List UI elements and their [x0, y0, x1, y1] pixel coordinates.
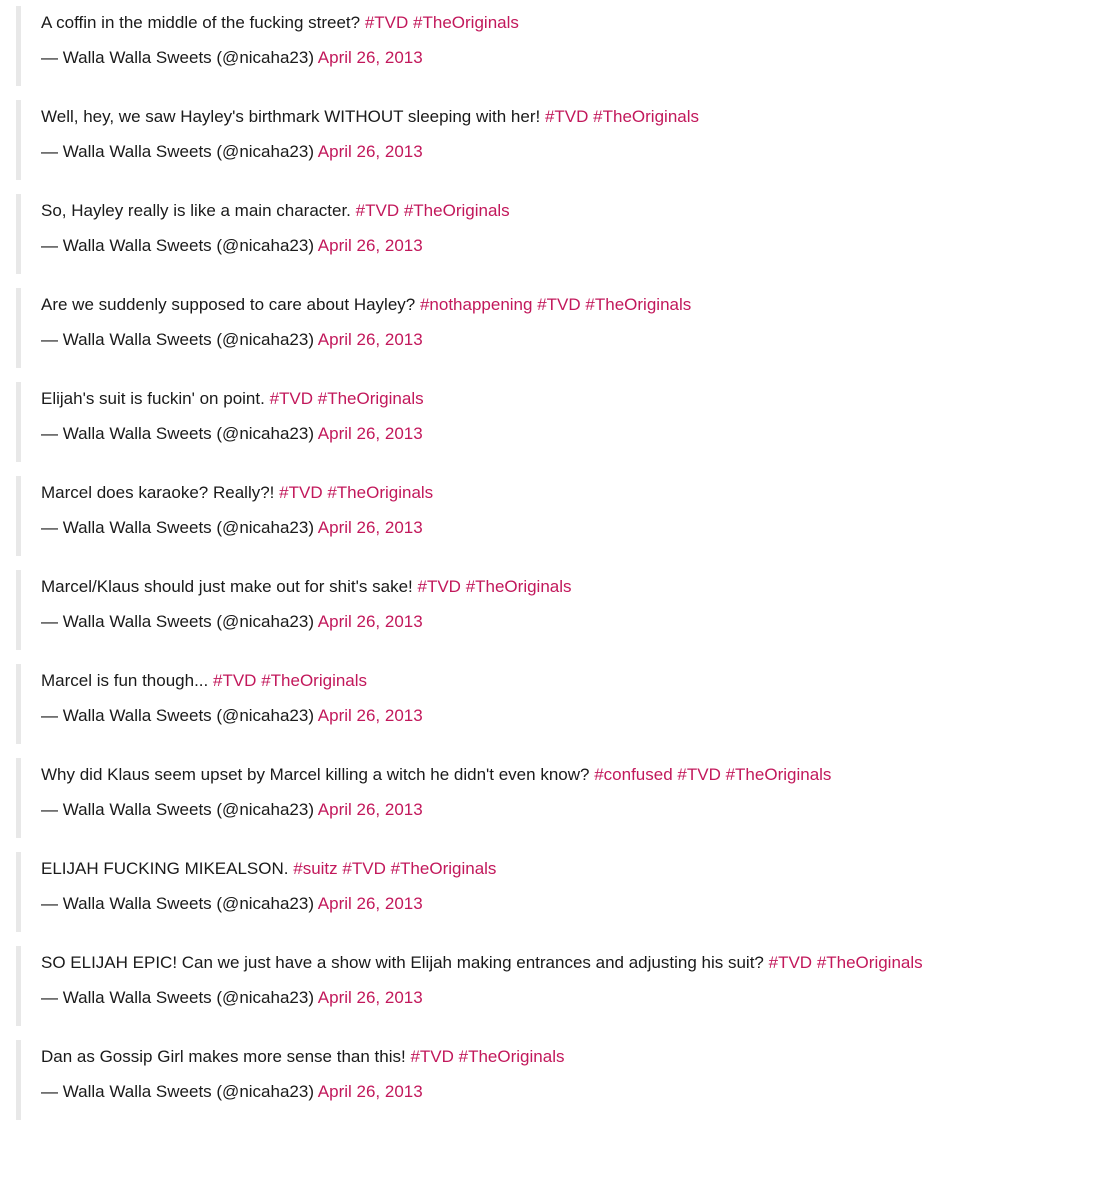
tweet-author: — Walla Walla Sweets (@nicaha23) [41, 48, 314, 67]
tweet-date-link[interactable]: April 26, 2013 [317, 1082, 423, 1101]
hashtag-link[interactable]: #TVD [355, 201, 400, 220]
tweet-author: — Walla Walla Sweets (@nicaha23) [41, 236, 314, 255]
tweet-hashtags [270, 389, 424, 408]
tweet-meta [41, 987, 1111, 1009]
tweet-hashtags [420, 295, 691, 314]
tweet-date-link[interactable]: April 26, 2013 [317, 894, 423, 913]
tweet-body: Marcel does karaoke? Really?! [41, 483, 275, 502]
hashtag-link[interactable]: #TVD [544, 107, 589, 126]
embedded-tweet [16, 570, 1111, 650]
tweet-body: SO ELIJAH EPIC! Can we just have a show with Elijah making entrances and adjusting his suit? [41, 953, 764, 972]
tweet-body: Marcel is fun though... [41, 671, 209, 690]
tweet-meta [41, 1081, 1111, 1103]
tweet-body: Marcel/Klaus should just make out for shit's sake! [41, 577, 413, 596]
hashtag-link[interactable]: #TVD [417, 577, 461, 596]
tweet-date-link[interactable]: April 26, 2013 [317, 518, 423, 537]
tweet-meta [41, 141, 1111, 163]
tweet-body: Elijah's suit is fuckin' on point. [41, 389, 265, 408]
tweet-author: — Walla Walla Sweets (@nicaha23) [41, 142, 314, 161]
tweet-date-link[interactable]: April 26, 2013 [317, 988, 423, 1007]
tweet-text [41, 476, 1111, 504]
hashtag-link[interactable]: #nothappening [419, 295, 533, 314]
tweet-date-link[interactable]: April 26, 2013 [317, 706, 423, 725]
tweet-author: — Walla Walla Sweets (@nicaha23) [41, 612, 314, 631]
hashtag-link[interactable]: #TVD [342, 859, 386, 878]
tweet-text [41, 852, 1111, 880]
tweet-date-link[interactable]: April 26, 2013 [317, 142, 423, 161]
tweet-text [41, 758, 1111, 786]
hashtag-link[interactable]: #TVD [677, 765, 721, 784]
tweet-hashtags [293, 859, 496, 878]
hashtag-link[interactable]: #TheOriginals [593, 107, 699, 126]
tweet-date-link[interactable]: April 26, 2013 [317, 236, 423, 255]
tweet-body: Well, hey, we saw Hayley's birthmark WITHOUT sleeping with her! [41, 107, 541, 126]
tweet-date-link[interactable]: April 26, 2013 [317, 612, 423, 631]
tweet-date-link[interactable]: April 26, 2013 [317, 424, 423, 443]
tweet-body: A coffin in the middle of the fucking street? [41, 13, 361, 32]
hashtag-link[interactable]: #TVD [768, 953, 813, 972]
embedded-tweet [16, 288, 1111, 368]
hashtag-link[interactable]: #TheOriginals [458, 1047, 565, 1066]
tweet-body: Why did Klaus seem upset by Marcel killing a witch he didn't even know? [41, 765, 590, 784]
tweet-author: — Walla Walla Sweets (@nicaha23) [41, 518, 314, 537]
hashtag-link[interactable]: #TheOriginals [390, 859, 497, 878]
tweet-hashtags [279, 483, 433, 502]
tweet-author: — Walla Walla Sweets (@nicaha23) [41, 800, 314, 819]
embedded-tweet [16, 476, 1111, 556]
hashtag-link[interactable]: #TVD [364, 13, 409, 32]
tweet-date-link[interactable]: April 26, 2013 [317, 800, 423, 819]
tweet-text [41, 946, 1111, 974]
tweet-meta [41, 799, 1111, 821]
tweet-hashtags [594, 765, 831, 784]
tweet-meta [41, 611, 1111, 633]
tweet-text [41, 382, 1111, 410]
tweet-hashtags [365, 13, 519, 32]
embedded-tweet [16, 758, 1111, 838]
embedded-tweet [16, 100, 1111, 180]
hashtag-link[interactable]: #TheOriginals [413, 13, 519, 32]
tweet-author: — Walla Walla Sweets (@nicaha23) [41, 706, 314, 725]
hashtag-link[interactable]: #TheOriginals [725, 765, 832, 784]
tweet-date-link[interactable]: April 26, 2013 [317, 330, 423, 349]
tweet-body: Are we suddenly supposed to care about Hayley? [41, 295, 416, 314]
embedded-tweet [16, 946, 1111, 1026]
hashtag-link[interactable]: #confused [594, 765, 673, 784]
hashtag-link[interactable]: #TheOriginals [465, 577, 572, 596]
tweet-date-link[interactable]: April 26, 2013 [317, 48, 423, 67]
tweet-meta [41, 705, 1111, 727]
embedded-tweet [16, 1040, 1111, 1120]
tweet-author: — Walla Walla Sweets (@nicaha23) [41, 330, 314, 349]
hashtag-link[interactable]: #TVD [279, 483, 323, 502]
hashtag-link[interactable]: #TheOriginals [585, 295, 692, 314]
tweet-hashtags [410, 1047, 564, 1066]
tweet-meta [41, 893, 1111, 915]
embedded-tweet [16, 6, 1111, 86]
hashtag-link[interactable]: #suitz [293, 859, 338, 878]
hashtag-link[interactable]: #TVD [213, 671, 257, 690]
tweet-feed [0, 6, 1111, 1120]
tweet-body: So, Hayley really is like a main character. [41, 201, 351, 220]
hashtag-link[interactable]: #TheOriginals [261, 671, 368, 690]
tweet-text [41, 1040, 1111, 1068]
tweet-body: Dan as Gossip Girl makes more sense than this! [41, 1047, 406, 1066]
hashtag-link[interactable]: #TheOriginals [403, 201, 510, 220]
embedded-tweet [16, 382, 1111, 462]
tweet-author: — Walla Walla Sweets (@nicaha23) [41, 988, 314, 1007]
embedded-tweet [16, 852, 1111, 932]
tweet-body: ELIJAH FUCKING MIKEALSON. [41, 859, 289, 878]
tweet-meta [41, 235, 1111, 257]
tweet-hashtags [356, 201, 510, 220]
tweet-hashtags [545, 107, 699, 126]
hashtag-link[interactable]: #TVD [269, 389, 314, 408]
tweet-text [41, 100, 1111, 128]
hashtag-link[interactable]: #TVD [410, 1047, 454, 1066]
tweet-text [41, 288, 1111, 316]
tweet-hashtags [213, 671, 367, 690]
embedded-tweet [16, 664, 1111, 744]
tweet-hashtags [417, 577, 571, 596]
tweet-meta [41, 47, 1111, 69]
tweet-meta [41, 517, 1111, 539]
tweet-author: — Walla Walla Sweets (@nicaha23) [41, 1082, 314, 1101]
tweet-author: — Walla Walla Sweets (@nicaha23) [41, 894, 314, 913]
tweet-meta [41, 423, 1111, 445]
tweet-meta [41, 329, 1111, 351]
tweet-text [41, 570, 1111, 598]
tweet-text [41, 664, 1111, 692]
hashtag-link[interactable]: #TVD [537, 295, 581, 314]
embedded-tweet [16, 194, 1111, 274]
hashtag-link[interactable]: #TheOriginals [317, 389, 424, 408]
tweet-hashtags [769, 953, 923, 972]
tweet-text [41, 6, 1111, 34]
hashtag-link[interactable]: #TheOriginals [816, 953, 923, 972]
tweet-text [41, 194, 1111, 222]
hashtag-link[interactable]: #TheOriginals [327, 483, 434, 502]
tweet-author: — Walla Walla Sweets (@nicaha23) [41, 424, 314, 443]
